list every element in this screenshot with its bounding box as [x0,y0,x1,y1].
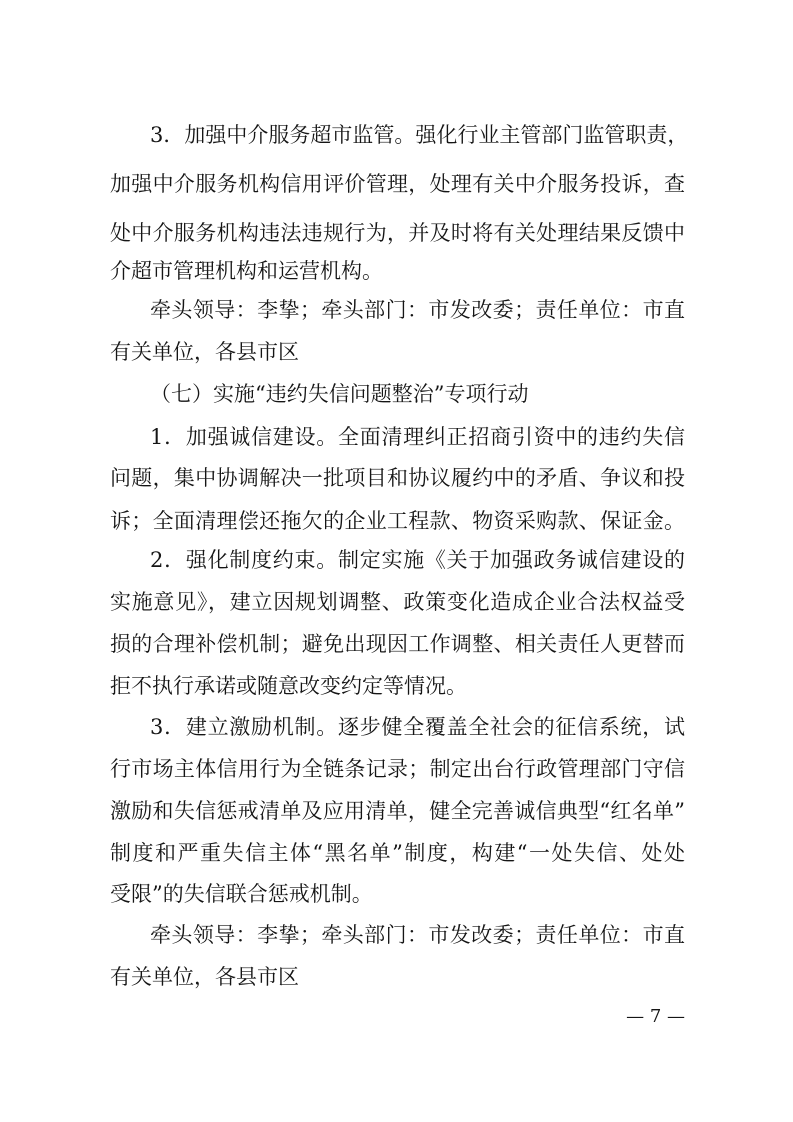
text-line: 2．强化制度约束。制定实施《关于加强政务诚信建设的 [150,548,685,572]
text-line: 1．加强诚信建设。全面清理纠正招商引资中的违约失信 [150,425,685,449]
text-line: 介超市管理机构和运营机构。 [110,259,383,283]
text-line: 有关单位，各县市区 [110,965,299,989]
section-heading-7: （七）实施“违约失信问题整治”专项行动 [150,382,529,406]
page-number: — 7 — [626,1006,685,1027]
text-line: 激励和失信惩戒清单及应用清单，健全完善诚信典型“红名单” [110,799,685,823]
text-line: 有关单位，各县市区 [110,340,299,364]
text-line: 牵头领导：李挚；牵头部门：市发改委；责任单位：市直 [150,923,685,947]
text-line: 加强中介服务机构信用评价管理，处理有关中介服务投诉，查 [110,172,685,196]
text-line: 牵头领导：李挚；牵头部门：市发改委；责任单位：市直 [150,298,685,322]
text-line: 3．建立激励机制。逐步健全覆盖全社会的征信系统，试 [150,715,685,739]
text-line: 3．加强中介服务超市监管。强化行业主管部门监管职责， [150,123,689,147]
text-line: 拒不执行承诺或随意改变约定等情况。 [110,674,467,698]
text-line: 制度和严重失信主体“黑名单”制度，构建“一处失信、处处 [110,841,685,865]
text-line: 损的合理补偿机制；避免出现因工作调整、相关责任人更替而 [110,632,685,656]
text-line: 受限”的失信联合惩戒机制。 [110,882,373,906]
text-line: 处中介服务机构违法违规行为，并及时将有关处理结果反馈中 [110,221,685,245]
text-line: 问题，集中协调解决一批项目和协议履约中的矛盾、争议和投 [110,466,685,490]
text-line: 行市场主体信用行为全链条记录；制定出台行政管理部门守信 [110,757,685,781]
text-line: 实施意见》，建立因规划调整、政策变化造成企业合法权益受 [110,590,685,614]
text-line: 诉；全面清理偿还拖欠的企业工程款、物资采购款、保证金。 [110,509,685,533]
